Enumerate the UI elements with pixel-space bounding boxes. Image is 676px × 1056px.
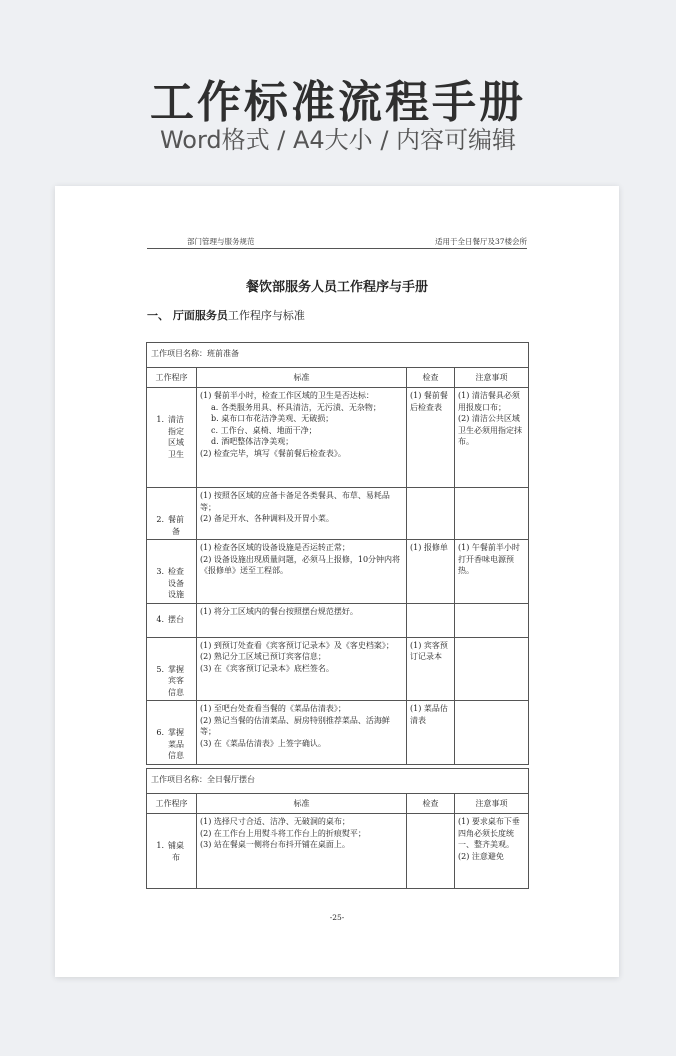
check-cell [407,388,455,488]
step-name: 掌握菜品信息 [168,728,184,760]
step-name: 餐前备 [168,515,184,536]
check-cell [407,488,455,540]
standard-cell [197,540,407,604]
cell-line: (2) 注意避免 [458,851,504,861]
cell-line: (1) 到预订处查看《宾客预订记录本》及《客史档案》； [200,640,394,650]
standard-cell [197,701,407,765]
check-cell [407,814,455,889]
section-heading-rest: 工作程序与标准 [227,309,305,322]
cell-line: (1) 要求桌布下垂四角必须长度统一、整齐美观。 [458,817,520,849]
table-row [147,637,529,701]
cell-line: (1) 菜品估清表 [410,704,448,725]
cell-line: (2) 设备设施出现质量问题，必须马上报修，10分钟内将《报修单》送至工程部。 [200,554,401,575]
header-left-text: 部门管理与服务规范 [187,237,255,246]
cell-line: (1) 清洁餐具必须用报废口布； [458,391,520,412]
column-header: 标准 [197,368,407,388]
check-cell [407,540,455,604]
cell-line: (1) 选择尺寸合适、洁净、无破洞的桌布； [200,817,350,826]
cell-line: (1) 午餐前半小时打开香味电源预热。 [458,543,520,575]
cell-line: (2) 熟记分工区域已预订宾客信息； [200,652,326,661]
project-name: 工作项目名称：全日餐厅摆台 [147,769,529,794]
check-cell [407,603,455,637]
cell-line: (1) 至吧台处查看当餐的《菜品估清表》； [200,704,346,713]
cell-line: (2) 备足开水、各种调料及开胃小菜。 [200,514,334,523]
notes-cell [455,814,529,889]
column-header: 注意事项 [455,368,529,388]
step-number: 6. [156,728,164,737]
check-cell [407,637,455,701]
step-name: 检查设备设施 [168,567,184,599]
step-name-cell [147,603,197,637]
procedure-table-2 [146,768,529,889]
check-cell [407,701,455,765]
notes-cell [455,637,529,701]
procedure-table-1 [146,342,529,765]
step-name-cell [147,488,197,540]
step-number: 3. [156,567,164,576]
step-name: 摆台 [168,614,184,624]
document-page [55,186,619,977]
notes-cell [455,488,529,540]
step-name-cell [147,388,197,488]
banner-subtitle: Word格式 / A4大小 / 内容可编辑 [159,126,517,154]
cell-line: a. 各类服务用具、杯具清洁，无污渍、无杂物； [211,402,381,412]
header-row [147,368,529,388]
step-name: 掌握宾客信息 [168,664,184,697]
notes-cell [455,603,529,637]
cell-line: (3) 在《菜品估清表》上签字确认。 [200,738,326,748]
cell-line: (1) 餐前餐后检查表 [410,391,448,412]
standard-cell [197,637,407,701]
standard-cell [197,603,407,637]
step-number: 5. [156,664,164,674]
cell-line: d. 酒吧整体洁净美观； [211,437,294,446]
step-name-cell [147,701,197,765]
standard-cell [197,488,407,540]
section-heading [147,307,305,323]
step-name-cell [147,814,197,889]
project-name: 工作项目名称：班前准备 [147,343,529,368]
cell-line: (1) 宾客预订记录本 [410,640,448,661]
header-right-text: 适用于全日餐厅及37楼会所 [434,237,527,246]
step-number: 1. [156,841,164,850]
notes-cell [455,540,529,604]
column-header: 标准 [197,794,407,814]
table-row [147,388,529,488]
standard-cell [197,388,407,488]
cell-line: (1) 餐前半小时，检查工作区域的卫生是否达标： [200,391,374,400]
cell-line: (2) 清洁公共区域卫生必须用指定抹布。 [458,414,522,446]
cell-line: (3) 站在餐桌一侧将台布抖开铺在桌面上。 [200,840,350,849]
table-row [147,701,529,765]
header-row [147,794,529,814]
cell-line: (1) 将分工区域内的餐台按照摆台规范摆好。 [200,606,358,616]
table-row [147,540,529,604]
page-number: -25- [329,913,345,922]
column-header: 检查 [407,794,455,814]
notes-cell [455,701,529,765]
step-name-cell [147,540,197,604]
column-header: 检查 [407,368,455,388]
cell-line: (1) 检查各区域的设备设施是否运转正常； [200,543,350,552]
step-number: 2. [156,515,164,524]
standard-cell [197,814,407,889]
step-name: 清洁指定区域卫生 [168,415,184,459]
notes-cell [455,388,529,488]
document-title: 餐饮部服务人员工作程序与手册 [245,280,428,295]
table-row [147,488,529,540]
banner-title: 工作标准流程手册 [150,77,526,128]
cell-line: (2) 在工作台上用熨斗将工作台上的折痕熨平； [200,828,366,838]
step-number: 4. [156,614,164,624]
cell-line: (3) 在《宾客预订记录本》底栏签名。 [200,663,334,673]
cell-line: c. 工作台、桌椅、地面干净； [211,425,317,435]
cell-line: b. 桌布口布花洁净美观、无破损； [211,414,334,423]
column-header: 注意事项 [455,794,529,814]
project-row [147,343,529,368]
cell-line: (2) 熟记当餐的估清菜品、厨房特别推荐菜品、活海鲜等； [200,715,390,736]
cell-line: (1) 报修单 [410,543,448,552]
step-number: 1. [156,415,164,424]
project-row [147,769,529,794]
running-header [147,236,527,249]
column-header: 工作程序 [147,368,197,388]
table-row [147,603,529,637]
step-name-cell [147,637,197,701]
cell-line: (1) 按照各区域的应备卡备足各类餐具、布草、易耗品等； [200,491,390,512]
step-name: 铺桌布 [168,841,184,862]
cell-line: (2) 检查完毕，填写《餐前餐后检查表》。 [200,448,346,458]
column-header: 工作程序 [147,794,197,814]
table-row [147,814,529,889]
section-heading-bold: 一、 厅面服务员 [147,309,228,322]
